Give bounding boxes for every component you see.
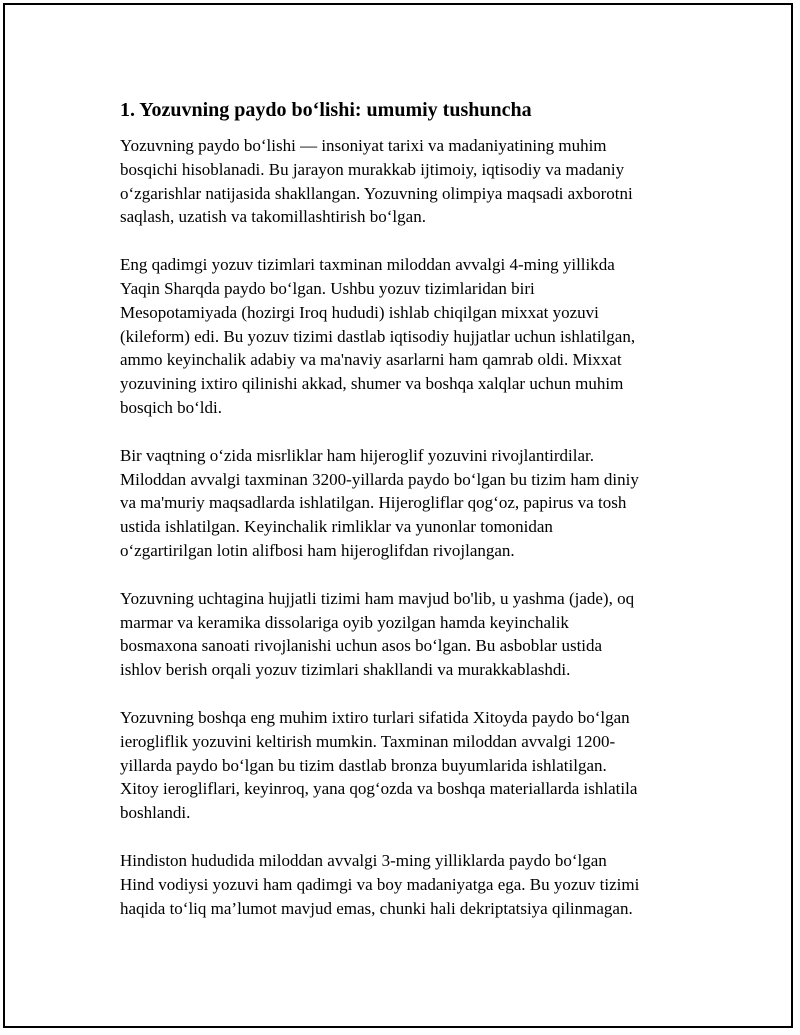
text-line: Yaqin Sharqda paydo boʻlgan. Ushbu yozuv tizimlaridan biri xyxy=(120,278,535,298)
paragraph xyxy=(120,706,695,825)
text-line: bosmaxona sanoati rivojlanishi uchun asos boʻlgan. Bu asboblar ustida xyxy=(120,636,603,656)
text-line: oʻzgartirilgan lotin alifbosi ham hijeroglifdan rivojlangan. xyxy=(120,540,515,560)
text-line: Xitoy ierogliflari, keyinroq, yana qogʻozda va boshqa materiallarda ishlatila xyxy=(120,779,638,799)
text-line: Hind vodiysi yozuvi ham qadimgi va boy madaniyatga ega. Bu yozuv tizimi xyxy=(120,874,640,894)
text-line: oʻzgarishlar natijasida shakllangan. Yozuvning olimpiya maqsadi axborotni xyxy=(120,183,633,203)
paragraph xyxy=(120,253,695,420)
text-line: haqida toʻliq ma’lumot mavjud emas, chunki hali dekriptatsiya qilinmagan. xyxy=(120,898,633,918)
text-line: Yozuvning paydo boʻlishi — insoniyat tarixi va madaniyatining muhim xyxy=(120,136,607,155)
text-line: Miloddan avvalgi taxminan 3200-yillarda paydo boʻlgan bu tizim ham diniy xyxy=(120,469,639,489)
text-line: Yozuvning uchtagina hujjatli tizimi ham mavjud bo'lib, u yashma (jade), oq xyxy=(120,588,635,608)
text-line: saqlash, uzatish va takomillashtirish boʻlgan. xyxy=(120,207,426,227)
text-line: ustida ishlatilgan. Keyinchalik rimliklar va yunonlar tomonidan xyxy=(120,517,553,537)
text-line: (kileform) edi. Bu yozuv tizimi dastlab iqtisodiy hujjatlar uchun ishlatilgan, xyxy=(120,326,636,346)
text-line: Bir vaqtning oʻzida misrliklar ham hijeroglif yozuvini rivojlantirdilar. xyxy=(120,445,595,465)
text-line: Mesopotamiyada (hozirgi Iroq hududi) ishlab chiqilgan mixxat yozuvi xyxy=(120,302,599,322)
text-line: ierogliflik yozuvini keltirish mumkin. Taxminan miloddan avvalgi 1200- xyxy=(120,731,616,751)
text-line: boshlandi. xyxy=(120,803,191,823)
text-line: ishlov berish orqali yozuv tizimlari shakllandi va murakkablashdi. xyxy=(120,660,571,680)
text-line: va ma'muriy maqsadlarda ishlatilgan. Hijerogliflar qogʻoz, papirus va tosh xyxy=(120,493,627,513)
text-line: ammo keyinchalik adabiy va ma'naviy asarlarni ham qamrab oldi. Mixxat xyxy=(120,350,622,370)
text-line: yillarda paydo boʻlgan bu tizim dastlab bronza buyumlarida ishlatilgan. xyxy=(120,755,607,775)
paragraph xyxy=(120,134,695,229)
text-line: Hindiston hududida miloddan avvalgi 3-ming yilliklarda paydo boʻlgan xyxy=(120,850,607,870)
section-heading: 1. Yozuvning paydo boʻlishi: umumiy tushuncha xyxy=(120,99,532,121)
document-body xyxy=(120,96,695,944)
paragraph xyxy=(120,587,695,682)
paragraph-list xyxy=(120,134,695,920)
text-line: marmar va keramika dissolariga oyib yozilgan hamda keyinchalik xyxy=(120,612,569,632)
text-line: Eng qadimgi yozuv tizimlari taxminan miloddan avvalgi 4-ming yillikda xyxy=(120,255,615,275)
text-line: bosqichi hisoblanadi. Bu jarayon murakkab ijtimoiy, iqtisodiy va madaniy xyxy=(120,159,625,179)
document-page xyxy=(3,3,793,1028)
text-line: yozuvining ixtiro qilinishi akkad, shumer va boshqa xalqlar uchun muhim xyxy=(120,374,624,394)
paragraph xyxy=(120,849,695,920)
text-line: bosqich boʻldi. xyxy=(120,397,222,417)
text-line: Yozuvning boshqa eng muhim ixtiro turlari sifatida Xitoyda paydo boʻlgan xyxy=(120,707,630,727)
paragraph xyxy=(120,444,695,563)
